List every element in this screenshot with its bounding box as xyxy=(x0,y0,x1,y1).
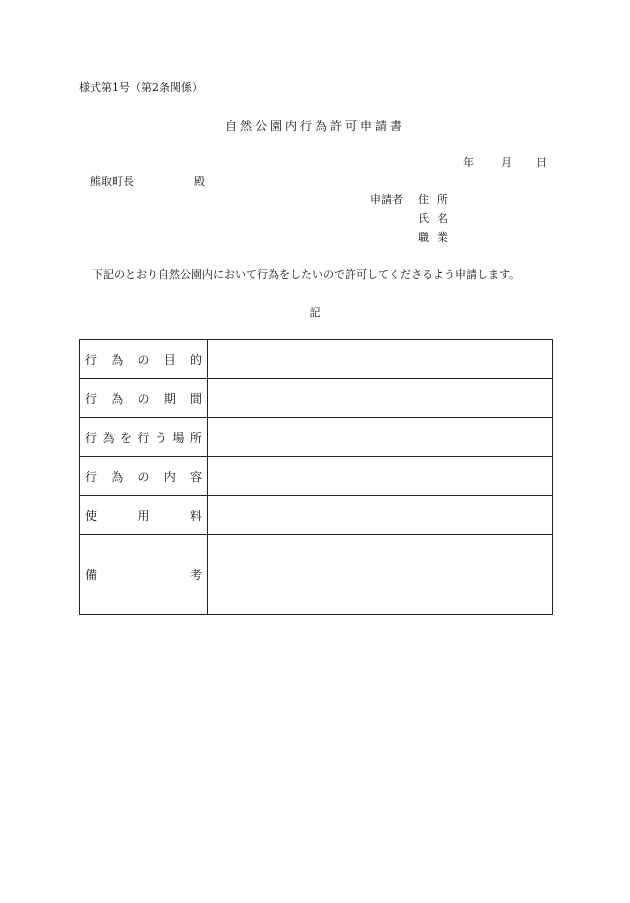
request-statement: 下記のとおり自然公園内において行為をしたいので許可してくださるよう申請します。 xyxy=(92,268,521,281)
label-char: 場 xyxy=(172,430,185,445)
label-char: 使 xyxy=(85,508,98,523)
label-char: の xyxy=(137,469,150,484)
purpose-value-cell[interactable] xyxy=(208,340,553,379)
label-char: 料 xyxy=(189,508,202,523)
document-title: 自然公園内行為許可申請書 xyxy=(224,119,405,133)
date-year-label: 年 xyxy=(463,156,474,169)
label-char: 内 xyxy=(163,469,176,484)
table-row-fee xyxy=(80,496,553,535)
remarks-label xyxy=(80,535,208,615)
label-char: 期 xyxy=(163,391,176,406)
addressee-name: 熊取町長 xyxy=(90,175,134,188)
period-value-cell[interactable] xyxy=(208,379,553,418)
label-char: の xyxy=(137,391,150,406)
table-row-location xyxy=(80,418,553,457)
permit-details-table xyxy=(79,339,553,615)
applicant-occupation-label: 職業 xyxy=(418,231,456,244)
label-char: 用 xyxy=(137,508,150,523)
label-char: 備 xyxy=(85,568,98,582)
label-char: 行 xyxy=(85,430,98,445)
label-char: 的 xyxy=(189,352,202,367)
label-char: 間 xyxy=(189,391,202,406)
label-char: 為 xyxy=(102,430,115,445)
form-number: 様式第1号（第2条関係） xyxy=(79,81,203,94)
fee-label xyxy=(80,496,208,535)
label-char: 為 xyxy=(111,352,124,367)
remarks-value-cell[interactable] xyxy=(208,535,553,615)
content-value-cell[interactable] xyxy=(208,457,553,496)
ki-heading: 記 xyxy=(309,306,321,319)
label-char: 考 xyxy=(189,568,202,582)
label-char: 行 xyxy=(85,391,98,406)
label-char: う xyxy=(154,430,167,445)
label-char: を xyxy=(119,430,132,445)
date-day-label: 日 xyxy=(536,156,547,169)
purpose-label xyxy=(80,340,208,379)
label-char: 目 xyxy=(163,352,176,367)
applicant-address-label: 住所 xyxy=(418,193,456,206)
table-row-remarks xyxy=(80,535,553,615)
location-label xyxy=(80,418,208,457)
table-row-content xyxy=(80,457,553,496)
applicant-name-label: 氏名 xyxy=(418,212,456,225)
location-value-cell[interactable] xyxy=(208,418,553,457)
period-label xyxy=(80,379,208,418)
table-row-purpose xyxy=(80,340,553,379)
label-char: 行 xyxy=(137,430,150,445)
label-char: 為 xyxy=(111,391,124,406)
label-char: 行 xyxy=(85,352,98,367)
applicant-label: 申請者 xyxy=(370,193,403,206)
label-char: 為 xyxy=(111,469,124,484)
date-month-label: 月 xyxy=(501,156,512,169)
table-row-period xyxy=(80,379,553,418)
content-label xyxy=(80,457,208,496)
addressee-honorific: 殿 xyxy=(194,175,205,188)
fee-value-cell[interactable] xyxy=(208,496,553,535)
label-char: 所 xyxy=(189,430,202,445)
label-char: の xyxy=(137,352,150,367)
label-char: 行 xyxy=(85,469,98,484)
label-char: 容 xyxy=(189,469,202,484)
